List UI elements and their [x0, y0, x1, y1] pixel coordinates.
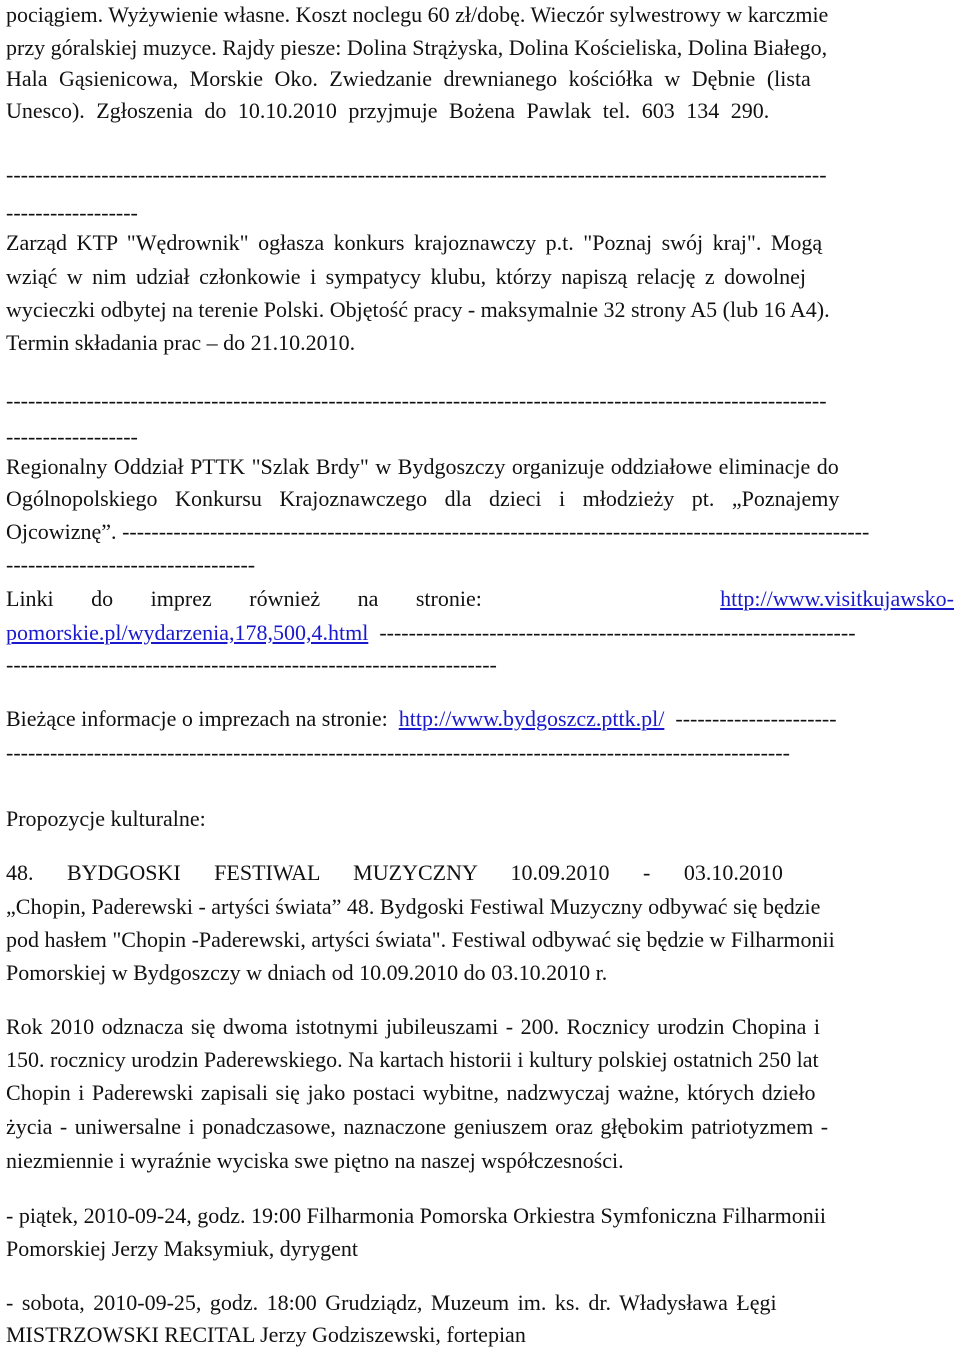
pttk-link[interactable]: http://www.bydgoszcz.pttk.pl/ [398, 706, 665, 731]
separator-line: ---------------------------------------------------------------------------------------------------------------- [6, 388, 827, 413]
text-line: wziąć w nim udział członkowie i sympatycy klubu, którzy napiszą relację z dowolnej [6, 264, 807, 289]
event-line: - piątek, 2010-09-24, godz. 19:00 Filharmonia Pomorska Orkiestra Symfoniczna Filharmonii [6, 1203, 826, 1228]
text-line [6, 517, 954, 547]
event-line: - sobota, 2010-09-25, godz. 18:00 Grudziądz, Muzeum im. ks. dr. Władysława Łęgi [6, 1290, 777, 1315]
text-line: Unesco). Zgłoszenia do 10.10.2010 przyjmuje Bożena Pawlak tel. 603 134 290. [6, 98, 770, 123]
text-line: 150. rocznicy urodzin Paderewskiego. Na kartach historii i kultury polskiej ostatnich 250 lat [6, 1047, 819, 1072]
event-line: MISTRZOWSKI RECITAL Jerzy Godziszewski, fortepian [6, 1322, 526, 1347]
text-line: Regionalny Oddział PTTK "Szlak Brdy" w Bydgoszczy organizuje oddziałowe eliminacje do [6, 454, 839, 479]
event-line: Pomorskiej Jerzy Maksymiuk, dyrygent [6, 1236, 358, 1261]
text-line [6, 0, 954, 30]
text-line: pod hasłem "Chopin -Paderewski, artyści świata". Festiwal odbywać się będzie w Filharmonii [6, 927, 835, 952]
text-line: Zarząd KTP "Wędrownik" ogłasza konkurs krajoznawczy p.t. "Poznaj swój kraj". Mogą [6, 230, 823, 255]
separator-line: ---------------------------------------------------------------------------------------------------------------- [6, 162, 827, 187]
separator-line: ------------------ [6, 200, 138, 225]
text-line: Chopin i Paderewski zapisali się jako postaci wybitne, nadzwyczaj ważne, których dzieło [6, 1080, 816, 1105]
separator-line: ------------------ [6, 424, 138, 449]
separator-line: ----------------------------------------------------------------- [379, 620, 856, 645]
text: Bieżące informacje o imprezach na stronie: [6, 706, 388, 731]
separator-line: ---------------------- [675, 706, 837, 731]
links-line [6, 618, 954, 648]
links-line [6, 584, 954, 614]
section-heading: Propozycje kulturalne: [6, 806, 206, 831]
visitkujawsko-link-continued[interactable]: pomorskie.pl/wydarzenia,178,500,4.html [6, 620, 369, 645]
text-line: Termin składania prac – do 21.10.2010. [6, 330, 356, 355]
text: Linki do imprez również na stronie: [6, 586, 482, 611]
text: pociągiem. Wyżywienie własne. Koszt noclegu 60 zł/dobę. Wieczór sylwestrowy w karczmie [6, 2, 829, 27]
text-line: 48. BYDGOSKI FESTIWAL MUZYCZNY 10.09.2010 - 03.10.2010 [6, 860, 783, 885]
text-line: niezmiennie i wyraźnie wyciska swe piętno na naszej współczesności. [6, 1148, 624, 1173]
text-line [6, 33, 954, 63]
separator-line: ----------------------------------------------------------------------------------------------------------- [6, 740, 790, 765]
text: Ojcowiznę”. [6, 519, 117, 544]
text-line: Ogólnopolskiego Konkursu Krajoznawczego dla dzieci i młodzieży pt. „Poznajemy [6, 486, 840, 511]
separator-line: ------------------------------------------------------------------------------------------------------ [122, 519, 870, 544]
text-line: „Chopin, Paderewski - artyści świata” 48. Bydgoski Festiwal Muzyczny odbywać się będzie [6, 894, 821, 919]
visitkujawsko-link[interactable]: http://www.visitkujawsko- [720, 586, 954, 611]
text-line: Pomorskiej w Bydgoszczy w dniach od 10.09.2010 do 03.10.2010 r. [6, 960, 608, 985]
current-info-line [6, 704, 954, 734]
separator-line: ------------------------------------------------------------------- [6, 652, 497, 677]
text-line: życia - uniwersalne i ponadczasowe, naznaczone geniuszem oraz głębokim patriotyzmem - [6, 1114, 829, 1139]
text: przy góralskiej muzyce. Rajdy piesze: Dolina Strążyska, Dolina Kościeliska, Dolina Białego, [6, 35, 828, 60]
text-line: wycieczki odbytej na terenie Polski. Objętość pracy - maksymalnie 32 strony A5 (lub 16 A4). [6, 297, 830, 322]
separator-line: ---------------------------------- [6, 552, 256, 577]
text-line: Hala Gąsienicowa, Morskie Oko. Zwiedzanie drewnianego kościółka w Dębnie (lista [6, 66, 811, 91]
text-line: Rok 2010 odznacza się dwoma istotnymi jubileuszami - 200. Rocznicy urodzin Chopina i [6, 1014, 821, 1039]
